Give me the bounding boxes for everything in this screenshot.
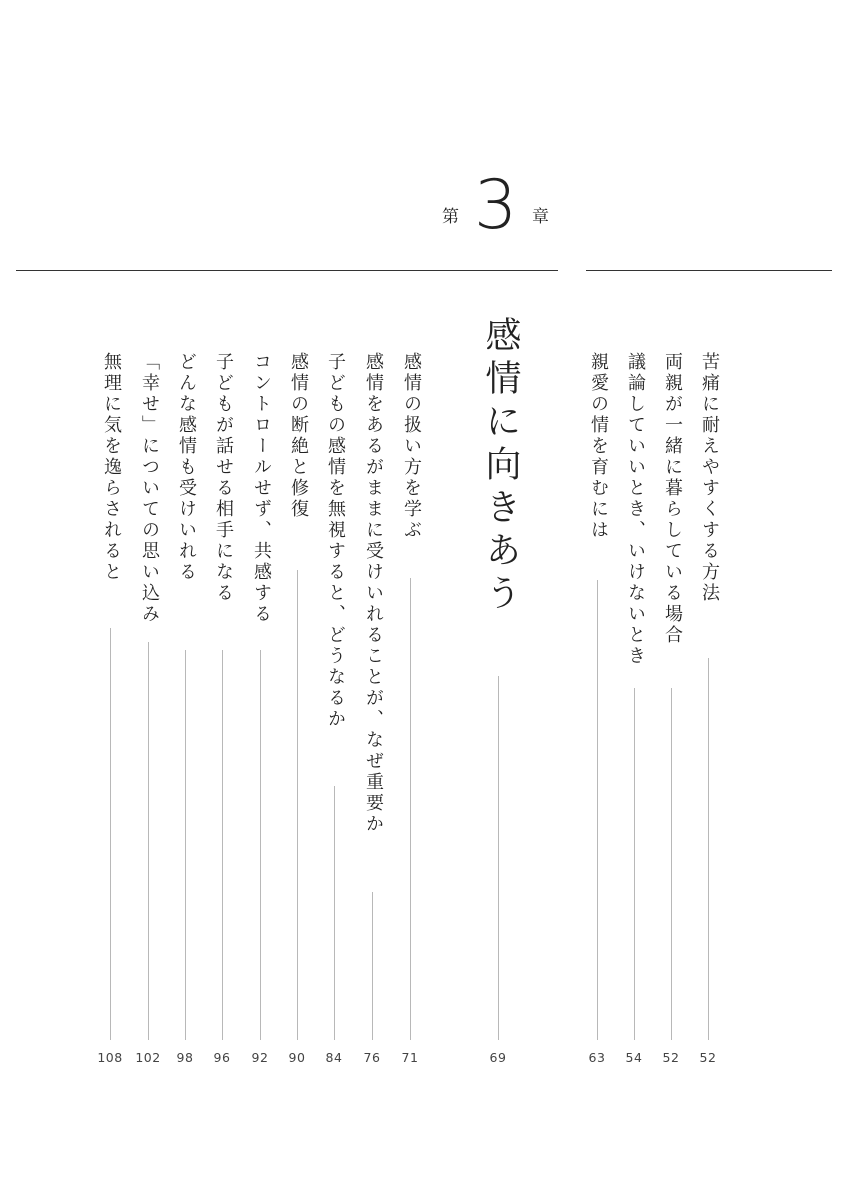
- chapter-title: 感情に向きあう: [480, 316, 521, 617]
- toc-entry-page: 52: [662, 1050, 680, 1065]
- toc-entry-page: 71: [401, 1050, 419, 1065]
- leader-line: [222, 650, 223, 1040]
- toc-entry-page: 98: [176, 1050, 194, 1065]
- toc-entry-page: 108: [97, 1050, 123, 1065]
- chapter-prefix: 第: [442, 207, 459, 227]
- toc-entry-title: どんな感情も受けいれる: [176, 352, 197, 583]
- toc-entry-page: 90: [288, 1050, 306, 1065]
- toc-entry[interactable]: [583, 0, 611, 1080]
- leader-line: [708, 658, 709, 1040]
- toc-entry[interactable]: [657, 0, 685, 1080]
- leader-line: [110, 628, 111, 1040]
- toc-entry-title: 親愛の情を育むには: [588, 352, 609, 541]
- toc-entry-page: 96: [213, 1050, 231, 1065]
- leader-line: [410, 578, 411, 1040]
- toc-entry-page: 54: [625, 1050, 643, 1065]
- leader-line: [260, 650, 261, 1040]
- leader-line: [498, 676, 499, 1040]
- toc-entry-title: 子どもの感情を無視すると、どうなるか: [325, 352, 346, 730]
- toc-entry[interactable]: [246, 0, 274, 1080]
- toc-entry[interactable]: [620, 0, 648, 1080]
- chapter-title-entry[interactable]: [470, 0, 526, 1080]
- leader-line: [334, 786, 335, 1040]
- toc-entry[interactable]: [134, 0, 162, 1080]
- toc-entry-page: 52: [699, 1050, 717, 1065]
- toc-entry-title: 感情の扱い方を学ぶ: [401, 352, 422, 541]
- leader-line: [671, 688, 672, 1040]
- leader-line: [148, 642, 149, 1040]
- toc-entry-page: 76: [363, 1050, 381, 1065]
- leader-line: [597, 580, 598, 1040]
- toc-entry-title: 無理に気を逸らされると: [101, 352, 122, 583]
- toc-entry-page: 102: [135, 1050, 161, 1065]
- toc-entry[interactable]: [283, 0, 311, 1080]
- chapter-title-page: 69: [489, 1050, 507, 1065]
- toc-entry[interactable]: [396, 0, 424, 1080]
- toc-entry-page: 84: [325, 1050, 343, 1065]
- toc-entry-title: 両親が一緒に暮らしている場合: [662, 352, 683, 646]
- toc-entry-title: 感情をあるがままに受けいれることが、なぜ重要か: [363, 352, 384, 835]
- chapter-suffix: 章: [532, 207, 549, 227]
- toc-entry-title: 議論していいとき、いけないとき: [625, 352, 646, 667]
- toc-entry[interactable]: [96, 0, 124, 1080]
- toc-entry-title: 苦痛に耐えやすくする方法: [699, 352, 720, 604]
- toc-entry[interactable]: [208, 0, 236, 1080]
- toc-entry-title: コントロールせず、共感する: [251, 352, 272, 625]
- toc-entry[interactable]: [320, 0, 348, 1080]
- toc-entry[interactable]: [171, 0, 199, 1080]
- toc-entry-title: 子どもが話せる相手になる: [213, 352, 234, 604]
- toc-entry-title: 感情の断絶と修復: [288, 352, 309, 520]
- toc-entry-page: 92: [251, 1050, 269, 1065]
- toc-entry[interactable]: [694, 0, 722, 1080]
- leader-line: [185, 650, 186, 1040]
- toc-entry[interactable]: [358, 0, 386, 1080]
- leader-line: [634, 688, 635, 1040]
- chapter-number: 3: [474, 166, 518, 245]
- toc-entry-page: 63: [588, 1050, 606, 1065]
- toc-entry-title: 「幸せ」についての思い込み: [139, 352, 160, 625]
- leader-line: [372, 892, 373, 1040]
- leader-line: [297, 570, 298, 1040]
